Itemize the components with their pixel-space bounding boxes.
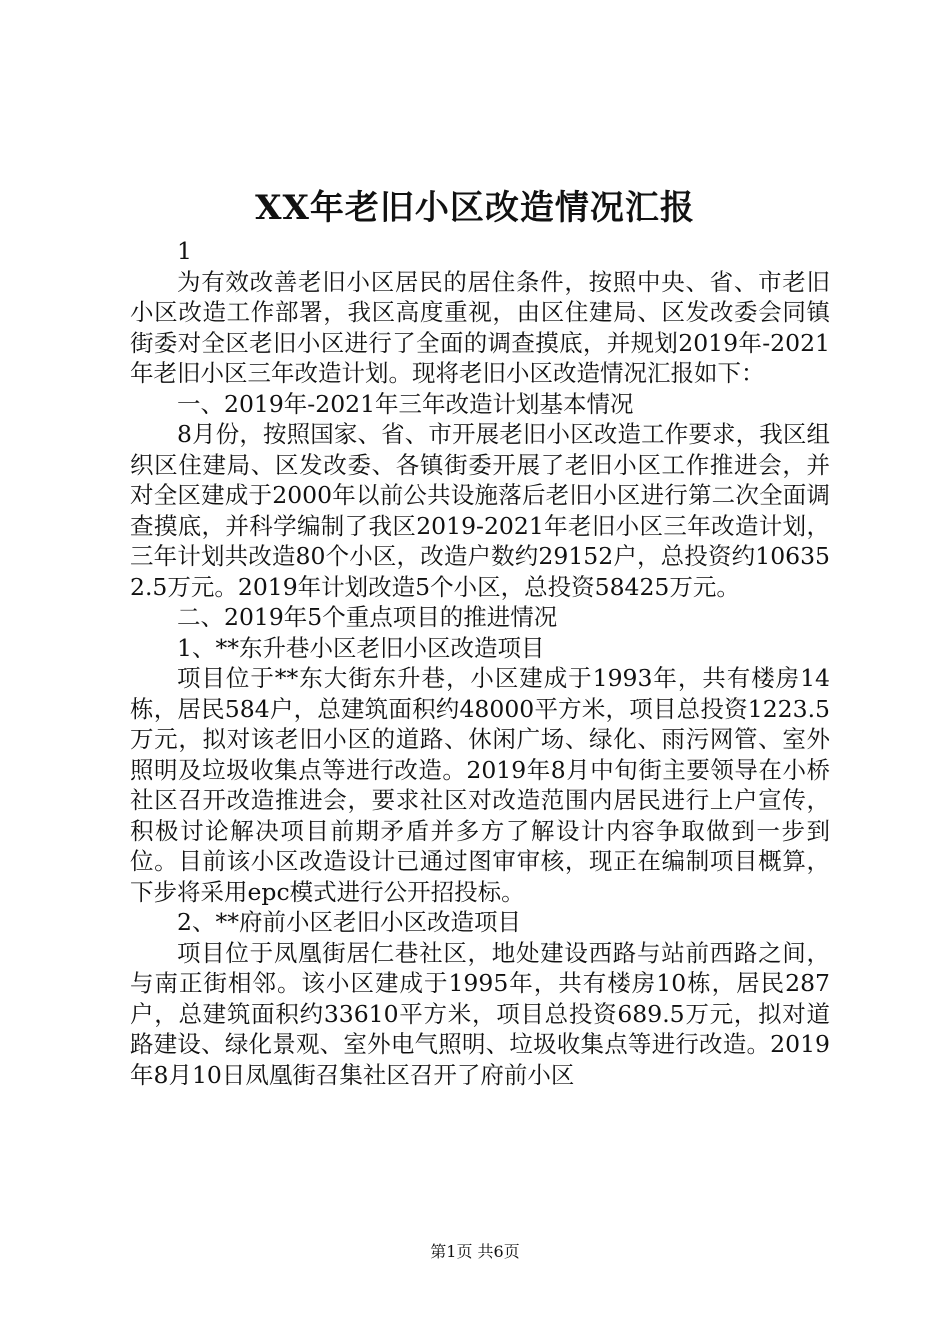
page-footer: 第1页 共6页 xyxy=(430,1242,520,1261)
project-2-heading: 2、**府前小区老旧小区改造项目 xyxy=(177,908,521,936)
document-title: XX年老旧小区改造情况汇报 xyxy=(255,188,695,228)
document-body xyxy=(130,236,830,1090)
section-heading-2: 二、2019年5个重点项目的推进情况 xyxy=(177,603,558,631)
page-marker: 1 xyxy=(177,237,192,265)
project-1-heading: 1、**东升巷小区老旧小区改造项目 xyxy=(177,633,545,662)
project-1-paragraph: 项目位于**东大街东升巷，小区建成于1993年，共有楼房14栋，居民584户，总建筑面积约48000平方米，项目总投资1223.5万元，拟对该老旧小区的道路、休闲广场、绿化、雨污网管、室外照明及垃圾收集点等进行改造。2019年8月中旬街主要领导在小桥社区召开改造推进会，要求社区对改造范围内居民进行上户宣传，积极讨论解决项目前期矛盾并多方了解设计内容争取做到一步到位。目前该小区改造设计已通过图审审核，现正在编制项目概算，下步将采用epc模式进行公开招投标。 xyxy=(130,664,830,906)
plan-paragraph: 8月份，按照国家、省、市开展老旧小区改造工作要求，我区组织区住建局、区发改委、各镇街委开展了老旧小区工作推进会，并对全区建成于2000年以前公共设施落后老旧小区进行第二次全面调查摸底，并科学编制了我区2019-2021年老旧小区三年改造计划，三年计划共改造80个小区，改造户数约29152户，总投资约106352.5万元。2019年计划改造5个小区，总投资58425万元。 xyxy=(130,420,830,601)
project-2-paragraph: 项目位于凤凰街居仁巷社区，地处建设西路与站前西路之间，与南正街相邻。该小区建成于1995年，共有楼房10栋，居民287户，总建筑面积约33610平方米，项目总投资689.5万元，拟对道路建设、绿化景观、室外电气照明、垃圾收集点等进行改造。2019年8月10日凤凰街召集社区召开了府前小区 xyxy=(130,938,830,1089)
intro-paragraph: 为有效改善老旧小区居民的居住条件，按照中央、省、市老旧小区改造工作部署，我区高度重视，由区住建局、区发改委会同镇街委对全区老旧小区进行了全面的调查摸底，并规划2019年-2021年老旧小区三年改造计划。现将老旧小区改造情况汇报如下： xyxy=(130,267,830,387)
section-heading-1: 一、2019年-2021年三年改造计划基本情况 xyxy=(177,389,634,418)
